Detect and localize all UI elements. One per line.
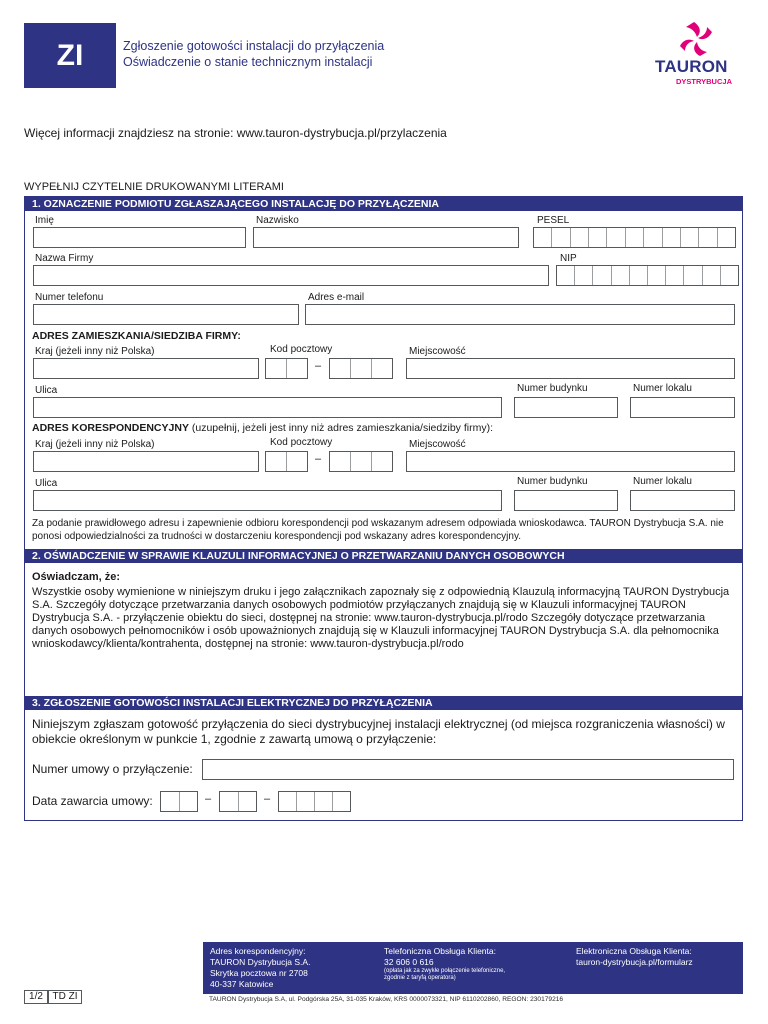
- corr-street-field[interactable]: [33, 490, 502, 511]
- contract-date-day[interactable]: [160, 791, 198, 812]
- form-body: [24, 196, 743, 821]
- phone-label: Numer telefonu: [35, 292, 104, 303]
- corr-building-number-field[interactable]: [514, 490, 618, 511]
- page-number: 1/2: [24, 990, 48, 1004]
- country-field[interactable]: [33, 358, 259, 379]
- contract-number-label: Numer umowy o przyłączenie:: [32, 762, 193, 776]
- apartment-number-label: Numer lokalu: [633, 383, 692, 394]
- company-name-field[interactable]: [33, 265, 549, 286]
- postal-code-part1[interactable]: [265, 358, 308, 379]
- footer-online-support: [576, 946, 693, 968]
- footer-mail-address: [210, 946, 310, 990]
- fill-instruction: WYPEŁNIJ CZYTELNIE DRUKOWANYMI LITERAMI: [24, 181, 284, 193]
- form-title-line2: Oświadczenie o stanie technicznym instalacji: [123, 55, 373, 69]
- last-name-field[interactable]: [253, 227, 519, 248]
- footer-mail-line2: Skrytka pocztowa nr 2708: [210, 968, 308, 978]
- last-name-label: Nazwisko: [256, 215, 299, 226]
- footer-phone-title: Telefoniczna Obsługa Klienta:: [384, 946, 496, 956]
- footer-phone-support: [384, 946, 505, 982]
- footer-phone-number: 32 606 0 616: [384, 957, 434, 967]
- email-field[interactable]: [305, 304, 735, 325]
- contract-date-label: Data zawarcia umowy:: [32, 794, 153, 808]
- corr-city-label: Miejscowość: [409, 439, 466, 450]
- corr-country-label: Kraj (jeżeli inny niż Polska): [35, 439, 155, 450]
- country-label: Kraj (jeżeli inny niż Polska): [35, 346, 155, 357]
- gdpr-statement: Wszystkie osoby wymienione w niniejszym druku i jego załącznikach zapoznały się z odpowiednią Klauzulą informacyjną TAURON Dystrybucja S.A. Szczegóły dotyczące przetwarzania danych osobowych podmiotów przyłączanych znajdują się w Klauzuli informacyjnej TAURON Dystrybucja S.A. - przyłączenie obiektu do sieci, dostępnej na stronie: www.tauron-dystrybucja.pl/rodo Szczegóły dotyczące przetwarzania danych osobowych pełnomocników i osób upoważnionych znajdują się w Klauzuli informacyjnej TAURON Dystrybucja S.A. dla pełnomocnika wnioskodawcy/klienta/kontrahenta, dostępnej na stronie: www.tauron-dystrybucja.pl/rodo: [32, 586, 730, 650]
- city-field[interactable]: [406, 358, 735, 379]
- phone-field[interactable]: [33, 304, 299, 325]
- apartment-number-field[interactable]: [630, 397, 735, 418]
- postal-code-part2[interactable]: [329, 358, 393, 379]
- email-label: Adres e-mail: [308, 292, 365, 303]
- contract-number-field[interactable]: [202, 759, 734, 780]
- info-line: Więcej informacji znajdziesz na stronie: www.tauron-dystrybucja.pl/przylaczenia: [24, 126, 447, 140]
- contract-date-dash2: –: [264, 793, 271, 805]
- tauron-logo-icon: [676, 20, 716, 58]
- postal-code-label: Kod pocztowy: [270, 344, 333, 355]
- corr-building-number-label: Numer budynku: [517, 476, 588, 487]
- form-code: ZI: [56, 38, 84, 72]
- footer-phone-note2: zgodnie z taryfą operatora): [384, 975, 456, 981]
- corr-postal-code-label: Kod pocztowy: [270, 437, 333, 448]
- street-label: Ulica: [35, 385, 58, 396]
- statement-lead: Oświadczam, że:: [32, 571, 121, 583]
- footer-phone-note1: (opłata jak za zwykłe połączenie telefoniczne,: [384, 968, 506, 974]
- corr-city-field[interactable]: [406, 451, 735, 472]
- first-name-field[interactable]: [33, 227, 246, 248]
- corr-street-label: Ulica: [35, 478, 58, 489]
- building-number-field[interactable]: [514, 397, 618, 418]
- corr-postal-code-part1[interactable]: [265, 451, 308, 472]
- footer-legal-info: TAURON Dystrybucja S.A, ul. Podgórska 25A, 31-035 Kraków, KRS 0000073321, NIP 6110202860, REGON: 230179216: [209, 996, 564, 1003]
- footer-mail-title: Adres korespondencyjny:: [210, 946, 306, 956]
- footer-online-title: Elektroniczna Obsługa Klienta:: [576, 946, 692, 956]
- footer-mail-line3: 40-337 Katowice: [210, 979, 274, 989]
- footer-online-link[interactable]: tauron-dystrybucja.pl/formularz: [576, 957, 693, 967]
- corr-postal-code-dash: –: [315, 453, 322, 465]
- contract-date-dash1: –: [205, 793, 212, 805]
- first-name-label: Imię: [35, 215, 54, 226]
- postal-code-dash: –: [315, 360, 322, 372]
- street-field[interactable]: [33, 397, 502, 418]
- logo-wordmark: TAURON: [655, 57, 728, 76]
- nip-label: NIP: [560, 253, 577, 264]
- form-title-line1: Zgłoszenie gotowości instalacji do przyłączenia: [123, 39, 385, 53]
- document-code: TD ZI: [48, 990, 82, 1004]
- correspondence-heading: [32, 422, 493, 434]
- city-label: Miejscowość: [409, 346, 466, 357]
- footer-mail-line1: TAURON Dystrybucja S.A.: [210, 957, 311, 967]
- correspondence-title: ADRES KORESPONDENCYJNY: [32, 422, 189, 434]
- form-title: [123, 38, 384, 70]
- nip-field[interactable]: [556, 265, 739, 286]
- correspondence-note: (uzupełnij, jeżeli jest inny niż adres zamieszkania/siedziby firmy):: [188, 422, 493, 434]
- pesel-label: PESEL: [537, 215, 570, 226]
- corr-apartment-number-field[interactable]: [630, 490, 735, 511]
- corr-apartment-number-label: Numer lokalu: [633, 476, 692, 487]
- logo-subtitle: DYSTRYBUCJA: [676, 77, 732, 86]
- section1-title: 1. OZNACZENIE PODMIOTU ZGŁASZAJĄCEGO INSTALACJĘ DO PRZYŁĄCZENIA: [25, 197, 742, 211]
- section2-title: 2. OŚWIADCZENIE W SPRAWIE KLAUZULI INFORMACYJNEJ O PRZETWARZANIU DANYCH OSOBOWYCH: [25, 549, 742, 563]
- contract-date-year[interactable]: [278, 791, 351, 812]
- contract-date-month[interactable]: [219, 791, 257, 812]
- address-footnote: Za podanie prawidłowego adresu i zapewnienie odbioru korespondencji pod wskazanym adresem odpowiada wnioskodawca. TAURON Dystrybucja S.A. nie ponosi odpowiedzialności za trudności w dostarczeniu korespondencji pod wskazany adres korespondencyjny.: [32, 518, 724, 542]
- readiness-statement: Niniejszym zgłaszam gotowość przyłączenia do sieci dystrybucyjnej instalacji elektrycznej (od miejsca rozgraniczenia własności) w obiekcie określonym w punkcie 1, zgodnie z zawartą umową o przyłączenie:: [32, 717, 725, 746]
- building-number-label: Numer budynku: [517, 383, 588, 394]
- corr-postal-code-part2[interactable]: [329, 451, 393, 472]
- form-code-badge: [24, 23, 116, 88]
- footer-contact-bar: [203, 942, 743, 994]
- corr-country-field[interactable]: [33, 451, 259, 472]
- address-heading: ADRES ZAMIESZKANIA/SIEDZIBA FIRMY:: [32, 330, 241, 342]
- pesel-field[interactable]: [533, 227, 736, 248]
- company-name-label: Nazwa Firmy: [35, 253, 94, 264]
- section3-title: 3. ZGŁOSZENIE GOTOWOŚCI INSTALACJI ELEKTRYCZNEJ DO PRZYŁĄCZENIA: [25, 696, 742, 710]
